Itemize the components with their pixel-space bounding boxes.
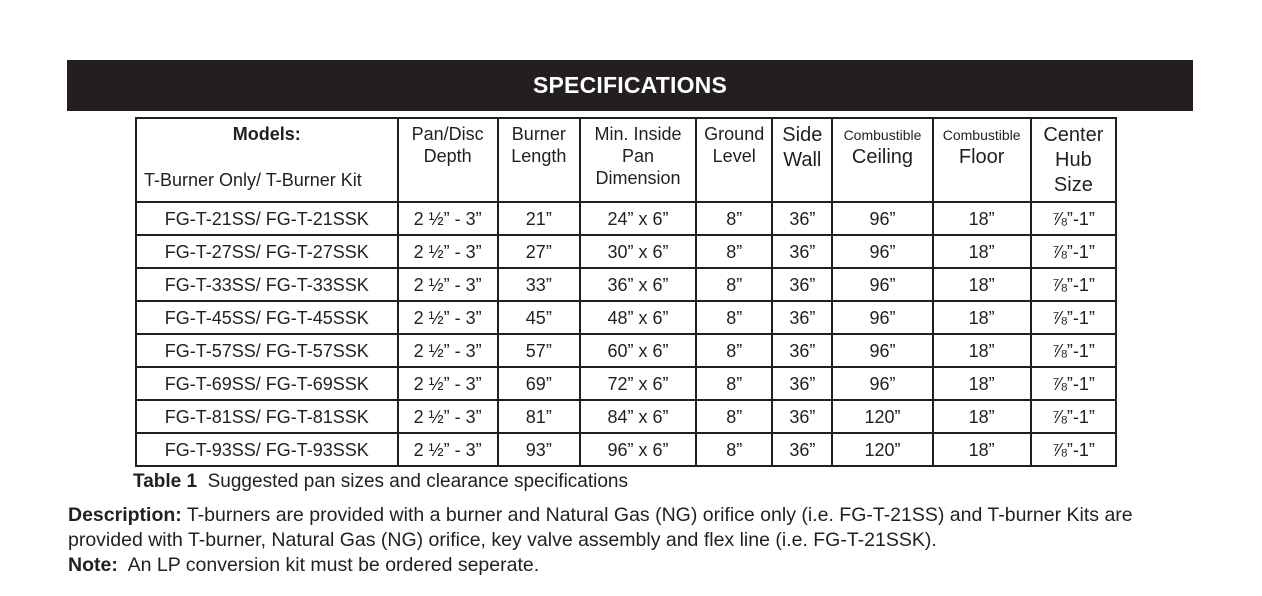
description-block <box>68 503 1198 578</box>
floor-cell: 18” <box>933 433 1031 466</box>
side-wall-cell: 36” <box>772 301 832 334</box>
inside-dimension-cell: 60” x 6” <box>580 334 696 367</box>
header-ground-level <box>696 118 772 202</box>
header-text: Wall <box>783 149 822 171</box>
ground-level-cell: 8” <box>696 202 772 235</box>
pan-depth-cell: 2 ½” - 3” <box>398 235 498 268</box>
header-text: Center <box>1043 124 1104 146</box>
header-text: Depth <box>423 146 472 166</box>
inside-dimension-cell: 24” x 6” <box>580 202 696 235</box>
header-text: Length <box>511 146 567 166</box>
header-burner-length <box>498 118 580 202</box>
note-text: An LP conversion kit must be ordered seperate. <box>127 554 540 576</box>
ceiling-cell: 96” <box>832 334 932 367</box>
table-row <box>136 301 1116 334</box>
header-text: Floor <box>958 146 1005 168</box>
pan-depth-cell: 2 ½” - 3” <box>398 433 498 466</box>
ground-level-cell: 8” <box>696 367 772 400</box>
side-wall-cell: 36” <box>772 433 832 466</box>
caption-label: Table 1 <box>133 471 198 492</box>
table-row <box>136 433 1116 466</box>
pan-depth-cell: 2 ½” - 3” <box>398 202 498 235</box>
burner-length-cell: 93” <box>498 433 580 466</box>
table-row <box>136 334 1116 367</box>
header-text: Pan/Disc <box>411 124 484 144</box>
header-text: Size <box>1053 174 1093 196</box>
header-text: Pan <box>621 146 655 166</box>
inside-dimension-cell: 36” x 6” <box>580 268 696 301</box>
floor-cell: 18” <box>933 334 1031 367</box>
model-cell: FG-T-81SS/ FG-T-81SSK <box>136 400 398 433</box>
description-label: Description: <box>68 504 182 526</box>
ground-level-cell: 8” <box>696 433 772 466</box>
table-row <box>136 202 1116 235</box>
model-cell: FG-T-27SS/ FG-T-27SSK <box>136 235 398 268</box>
side-wall-cell: 36” <box>772 235 832 268</box>
note-paragraph <box>68 553 1198 578</box>
model-cell: FG-T-93SS/ FG-T-93SSK <box>136 433 398 466</box>
floor-cell: 18” <box>933 301 1031 334</box>
ceiling-cell: 120” <box>832 400 932 433</box>
header-text: Side <box>782 124 823 146</box>
header-text: Combustible <box>843 127 922 143</box>
inside-dimension-cell: 30” x 6” <box>580 235 696 268</box>
burner-length-cell: 45” <box>498 301 580 334</box>
ceiling-cell: 120” <box>832 433 932 466</box>
burner-length-cell: 21” <box>498 202 580 235</box>
pan-depth-cell: 2 ½” - 3” <box>398 268 498 301</box>
header-pan-depth <box>398 118 498 202</box>
floor-cell: 18” <box>933 367 1031 400</box>
hub-size-cell: ⅞”-1” <box>1031 433 1116 466</box>
burner-length-cell: 27” <box>498 235 580 268</box>
header-text: Ground <box>704 124 765 144</box>
specifications-banner <box>67 60 1193 111</box>
side-wall-cell: 36” <box>772 367 832 400</box>
table-row <box>136 235 1116 268</box>
floor-cell: 18” <box>933 268 1031 301</box>
pan-depth-cell: 2 ½” - 3” <box>398 334 498 367</box>
header-text: Combustible <box>942 127 1021 143</box>
ceiling-cell: 96” <box>832 301 932 334</box>
header-text: Dimension <box>595 168 681 188</box>
inside-dimension-cell: 72” x 6” <box>580 367 696 400</box>
hub-size-cell: ⅞”-1” <box>1031 202 1116 235</box>
model-cell: FG-T-57SS/ FG-T-57SSK <box>136 334 398 367</box>
hub-size-cell: ⅞”-1” <box>1031 268 1116 301</box>
pan-depth-cell: 2 ½” - 3” <box>398 400 498 433</box>
header-text: Hub <box>1055 149 1092 171</box>
model-cell: FG-T-45SS/ FG-T-45SSK <box>136 301 398 334</box>
ceiling-cell: 96” <box>832 202 932 235</box>
floor-cell: 18” <box>933 202 1031 235</box>
table-row <box>136 400 1116 433</box>
hub-size-cell: ⅞”-1” <box>1031 301 1116 334</box>
side-wall-cell: 36” <box>772 400 832 433</box>
header-combustible-floor <box>933 118 1031 202</box>
side-wall-cell: 36” <box>772 334 832 367</box>
header-inside-dimension <box>580 118 696 202</box>
ground-level-cell: 8” <box>696 235 772 268</box>
caption-text: Suggested pan sizes and clearance specifications <box>207 471 628 492</box>
model-cell: FG-T-33SS/ FG-T-33SSK <box>136 268 398 301</box>
burner-length-cell: 81” <box>498 400 580 433</box>
burner-length-cell: 33” <box>498 268 580 301</box>
models-sublabel: T-Burner Only/ T-Burner Kit <box>144 170 362 190</box>
header-row <box>136 118 1116 202</box>
header-text: Burner <box>511 124 566 144</box>
ground-level-cell: 8” <box>696 400 772 433</box>
header-models <box>136 118 398 202</box>
model-cell: FG-T-69SS/ FG-T-69SSK <box>136 367 398 400</box>
header-text: Level <box>712 146 756 166</box>
banner-title: SPECIFICATIONS <box>532 72 728 98</box>
model-cell: FG-T-21SS/ FG-T-21SSK <box>136 202 398 235</box>
specifications-table <box>135 117 1117 467</box>
note-label: Note: <box>68 554 118 576</box>
header-text: Min. Inside <box>594 124 682 144</box>
table-row <box>136 367 1116 400</box>
ceiling-cell: 96” <box>832 268 932 301</box>
ceiling-cell: 96” <box>832 367 932 400</box>
side-wall-cell: 36” <box>772 268 832 301</box>
header-side-wall <box>772 118 832 202</box>
header-center-hub-size <box>1031 118 1116 202</box>
hub-size-cell: ⅞”-1” <box>1031 334 1116 367</box>
table-row <box>136 268 1116 301</box>
pan-depth-cell: 2 ½” - 3” <box>398 301 498 334</box>
ground-level-cell: 8” <box>696 268 772 301</box>
burner-length-cell: 57” <box>498 334 580 367</box>
pan-depth-cell: 2 ½” - 3” <box>398 367 498 400</box>
ground-level-cell: 8” <box>696 334 772 367</box>
burner-length-cell: 69” <box>498 367 580 400</box>
floor-cell: 18” <box>933 400 1031 433</box>
inside-dimension-cell: 84” x 6” <box>580 400 696 433</box>
ground-level-cell: 8” <box>696 301 772 334</box>
table-body <box>136 202 1116 466</box>
hub-size-cell: ⅞”-1” <box>1031 235 1116 268</box>
hub-size-cell: ⅞”-1” <box>1031 400 1116 433</box>
ceiling-cell: 96” <box>832 235 932 268</box>
description-text: T-burners are provided with a burner and Natural Gas (NG) orifice only (i.e. FG-T-21SS) and T-burner Kits are provided with T-burner, Natural Gas (NG) orifice, key valve assembly and flex line (i.e. FG-T-21SSK). <box>68 504 1133 551</box>
description-paragraph <box>68 503 1198 553</box>
table-caption <box>133 471 628 493</box>
models-label: Models: <box>232 124 301 144</box>
floor-cell: 18” <box>933 235 1031 268</box>
inside-dimension-cell: 96” x 6” <box>580 433 696 466</box>
header-combustible-ceiling <box>832 118 932 202</box>
header-text: Ceiling <box>851 146 914 168</box>
inside-dimension-cell: 48” x 6” <box>580 301 696 334</box>
side-wall-cell: 36” <box>772 202 832 235</box>
hub-size-cell: ⅞”-1” <box>1031 367 1116 400</box>
